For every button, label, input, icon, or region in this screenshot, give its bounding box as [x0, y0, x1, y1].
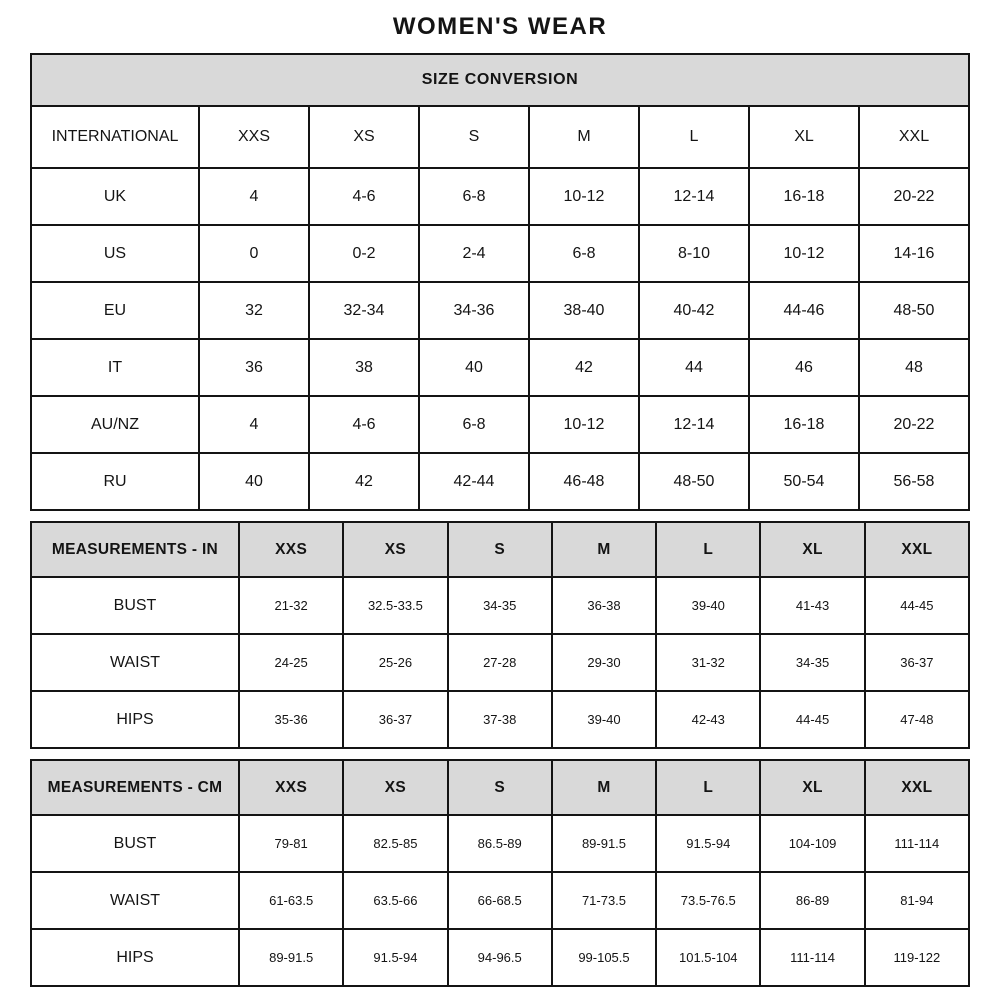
size-value-cell: 6-8 [529, 225, 639, 282]
row-label: HIPS [31, 691, 239, 748]
measurement-value-cell: 42-43 [656, 691, 760, 748]
header-row [31, 760, 969, 815]
table-row [31, 282, 969, 339]
row-label: UK [31, 168, 199, 225]
size-value-cell: 40-42 [639, 282, 749, 339]
size-value-cell: 10-12 [529, 168, 639, 225]
table-row [31, 577, 969, 634]
size-value-cell: 10-12 [749, 225, 859, 282]
measurement-value-cell: 94-96.5 [448, 929, 552, 986]
measurement-value-cell: 41-43 [760, 577, 864, 634]
measurement-value-cell: 79-81 [239, 815, 343, 872]
size-column-header: XXL [859, 106, 969, 168]
measurement-value-cell: 111-114 [760, 929, 864, 986]
size-column-header: XXL [865, 522, 969, 577]
header-row [31, 106, 969, 168]
measurement-value-cell: 66-68.5 [448, 872, 552, 929]
measurement-value-cell: 91.5-94 [343, 929, 447, 986]
row-label: IT [31, 339, 199, 396]
measurement-value-cell: 29-30 [552, 634, 656, 691]
size-value-cell: 4-6 [309, 396, 419, 453]
measurement-value-cell: 21-32 [239, 577, 343, 634]
table-row [31, 396, 969, 453]
size-column-header: M [552, 760, 656, 815]
size-value-cell: 16-18 [749, 396, 859, 453]
size-value-cell: 36 [199, 339, 309, 396]
measurement-value-cell: 47-48 [865, 691, 969, 748]
measurement-value-cell: 39-40 [552, 691, 656, 748]
measurement-value-cell: 27-28 [448, 634, 552, 691]
measurement-value-cell: 101.5-104 [656, 929, 760, 986]
size-value-cell: 20-22 [859, 396, 969, 453]
measurement-value-cell: 89-91.5 [552, 815, 656, 872]
size-value-cell: 0-2 [309, 225, 419, 282]
row-label: BUST [31, 577, 239, 634]
measurement-value-cell: 44-45 [760, 691, 864, 748]
measurement-value-cell: 89-91.5 [239, 929, 343, 986]
size-column-header: XL [760, 760, 864, 815]
size-column-header: L [656, 522, 760, 577]
size-value-cell: 40 [199, 453, 309, 510]
size-column-header: XXS [199, 106, 309, 168]
measurement-value-cell: 71-73.5 [552, 872, 656, 929]
row-label: US [31, 225, 199, 282]
size-value-cell: 46 [749, 339, 859, 396]
table-row [31, 872, 969, 929]
measurement-value-cell: 36-37 [343, 691, 447, 748]
size-value-cell: 48-50 [639, 453, 749, 510]
size-value-cell: 38 [309, 339, 419, 396]
size-value-cell: 6-8 [419, 396, 529, 453]
size-column-header: XL [760, 522, 864, 577]
size-value-cell: 42-44 [419, 453, 529, 510]
size-column-header: S [419, 106, 529, 168]
row-label: HIPS [31, 929, 239, 986]
size-value-cell: 44 [639, 339, 749, 396]
measurement-value-cell: 32.5-33.5 [343, 577, 447, 634]
size-value-cell: 56-58 [859, 453, 969, 510]
size-value-cell: 50-54 [749, 453, 859, 510]
size-column-header: M [529, 106, 639, 168]
size-value-cell: 12-14 [639, 168, 749, 225]
measurement-value-cell: 111-114 [865, 815, 969, 872]
measurement-value-cell: 82.5-85 [343, 815, 447, 872]
size-column-header: S [448, 760, 552, 815]
row-label: AU/NZ [31, 396, 199, 453]
measurement-value-cell: 119-122 [865, 929, 969, 986]
table-title: SIZE CONVERSION [31, 54, 969, 106]
measurement-value-cell: 104-109 [760, 815, 864, 872]
measurement-value-cell: 44-45 [865, 577, 969, 634]
measurement-value-cell: 63.5-66 [343, 872, 447, 929]
measurement-value-cell: 37-38 [448, 691, 552, 748]
size-value-cell: 44-46 [749, 282, 859, 339]
measurements-in-table [30, 521, 970, 749]
size-value-cell: 20-22 [859, 168, 969, 225]
measurement-value-cell: 61-63.5 [239, 872, 343, 929]
table-title: MEASUREMENTS - IN [31, 522, 239, 577]
size-value-cell: 48 [859, 339, 969, 396]
size-value-cell: 4 [199, 396, 309, 453]
table-row [31, 225, 969, 282]
size-value-cell: 40 [419, 339, 529, 396]
header-row [31, 522, 969, 577]
size-value-cell: 46-48 [529, 453, 639, 510]
measurement-value-cell: 73.5-76.5 [656, 872, 760, 929]
measurement-value-cell: 91.5-94 [656, 815, 760, 872]
size-value-cell: 38-40 [529, 282, 639, 339]
measurement-value-cell: 34-35 [760, 634, 864, 691]
row-label: BUST [31, 815, 239, 872]
size-column-header: L [656, 760, 760, 815]
size-column-header: S [448, 522, 552, 577]
size-value-cell: 12-14 [639, 396, 749, 453]
row-label: RU [31, 453, 199, 510]
size-value-cell: 34-36 [419, 282, 529, 339]
measurement-value-cell: 39-40 [656, 577, 760, 634]
size-value-cell: 10-12 [529, 396, 639, 453]
measurement-value-cell: 34-35 [448, 577, 552, 634]
size-value-cell: 14-16 [859, 225, 969, 282]
table-row [31, 453, 969, 510]
size-value-cell: 4-6 [309, 168, 419, 225]
measurement-value-cell: 81-94 [865, 872, 969, 929]
size-value-cell: 2-4 [419, 225, 529, 282]
size-column-header: XXS [239, 522, 343, 577]
size-column-header: XL [749, 106, 859, 168]
measurement-value-cell: 86-89 [760, 872, 864, 929]
size-value-cell: 32-34 [309, 282, 419, 339]
measurement-value-cell: 31-32 [656, 634, 760, 691]
table-row [31, 691, 969, 748]
size-column-header: XS [309, 106, 419, 168]
size-column-header: XXL [865, 760, 969, 815]
table-row [31, 168, 969, 225]
measurements-cm-table [30, 759, 970, 987]
size-column-header: M [552, 522, 656, 577]
size-value-cell: 42 [309, 453, 419, 510]
size-value-cell: 0 [199, 225, 309, 282]
row-label: WAIST [31, 634, 239, 691]
table-title: MEASUREMENTS - CM [31, 760, 239, 815]
measurement-value-cell: 25-26 [343, 634, 447, 691]
size-value-cell: 48-50 [859, 282, 969, 339]
row-label: INTERNATIONAL [31, 106, 199, 168]
size-value-cell: 32 [199, 282, 309, 339]
row-label: WAIST [31, 872, 239, 929]
size-value-cell: 8-10 [639, 225, 749, 282]
size-column-header: XS [343, 760, 447, 815]
size-column-header: XS [343, 522, 447, 577]
table-row [31, 634, 969, 691]
table-row [31, 815, 969, 872]
measurement-value-cell: 36-38 [552, 577, 656, 634]
table-row [31, 339, 969, 396]
page-title: WOMEN'S WEAR [392, 13, 608, 40]
measurement-value-cell: 35-36 [239, 691, 343, 748]
measurement-value-cell: 36-37 [865, 634, 969, 691]
size-column-header: L [639, 106, 749, 168]
table-row [31, 929, 969, 986]
row-label: EU [31, 282, 199, 339]
measurement-value-cell: 86.5-89 [448, 815, 552, 872]
size-column-header: XXS [239, 760, 343, 815]
size-conversion-table [30, 53, 970, 511]
measurement-value-cell: 99-105.5 [552, 929, 656, 986]
size-value-cell: 16-18 [749, 168, 859, 225]
size-value-cell: 6-8 [419, 168, 529, 225]
size-value-cell: 4 [199, 168, 309, 225]
measurement-value-cell: 24-25 [239, 634, 343, 691]
size-value-cell: 42 [529, 339, 639, 396]
